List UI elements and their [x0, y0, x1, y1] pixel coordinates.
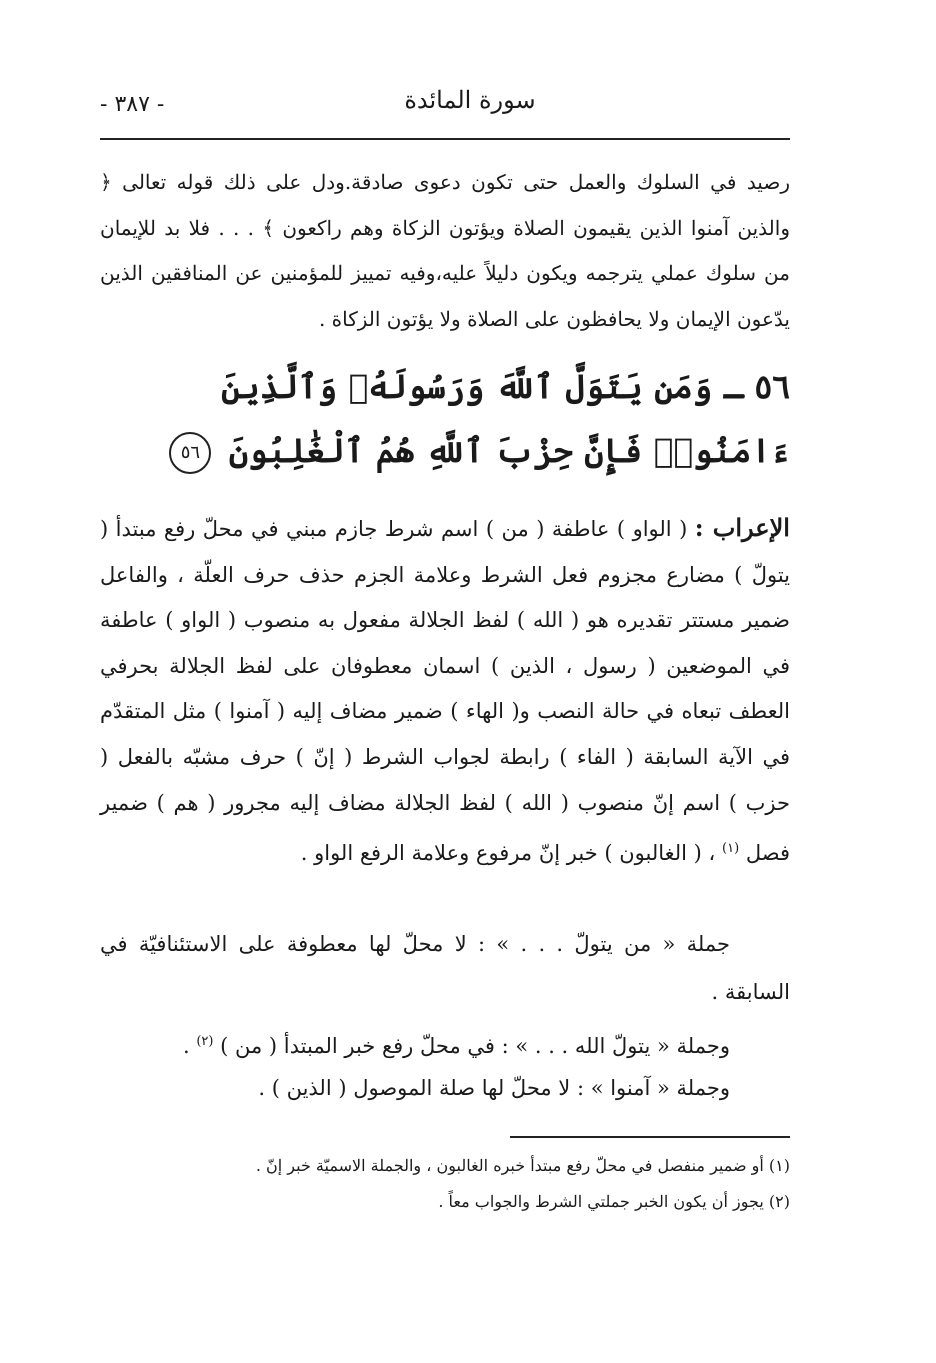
intro-text: رصيد في السلوك والعمل حتى تكون دعوى صادقة.ودل على ذلك قوله تعالى ﴿ والذين آمنوا الذين يقيمون الصلاة ويؤتون الزكاة وهم راكعون ﴾ . . . فلا بد للإيمان من سلوك عملي يترجمه ويكون دليلاً عليه،وفيه تمييز للمؤمنين عن المنافقين الذين يدّعون الإيمان ولا يحافظون على الصلاة ولا يؤتون الزكاة . — [100, 170, 790, 331]
sentence-2-text: وجملة « يتولّ الله . . . » : في محلّ رفع خبر المبتدأ ( من ) — [220, 1034, 730, 1058]
sentence-analysis-2 — [100, 1020, 730, 1068]
chapter-title: سورة المائدة — [404, 86, 536, 114]
page-header — [100, 84, 790, 134]
irab-paragraph — [100, 505, 790, 877]
irab-label: الإعراب : — [694, 513, 790, 542]
footnote-ref-1: (١) — [722, 841, 740, 857]
sentence-analysis-3: وجملة « آمنوا » : لا محلّ لها صلة الموصول ( الذين ) . — [258, 1076, 730, 1100]
header-divider — [100, 138, 790, 140]
footnote-2: (٢) يجوز أن يكون الخبر جملتي الشرط والجواب معاً . — [438, 1192, 790, 1211]
verse-number: ٥٦ ـ — [723, 367, 790, 406]
irab-text-end: ، ( الغالبون ) خبر إنّ مرفوع وعلامة الرفع الواو . — [300, 841, 716, 866]
sentence-2-end: . — [182, 1034, 190, 1058]
footnotes — [100, 1148, 790, 1220]
sentence-analysis-1: جملة « من يتولّ . . . » : لا محلّ لها معطوفة على الاستئنافيّة في السابقة . — [100, 932, 790, 1004]
quran-verse — [100, 355, 790, 483]
intro-paragraph — [100, 160, 790, 342]
footnote-1: (١) أو ضمير منفصل في محلّ رفع مبتدأ خبره الغالبون ، والجملة الاسميّة خبر إنّ . — [255, 1156, 790, 1175]
footnote-divider — [510, 1136, 790, 1138]
page-number: - ٣٨٧ - — [100, 92, 165, 117]
verse-end-marker: ٥٦ — [169, 432, 211, 474]
irab-text: ( الواو ) عاطفة ( من ) اسم شرط جازم مبني في محلّ رفع مبتدأ ( يتولّ ) مضارع مجزوم فعل الشرط وعلامة الجزم حذف حرف العلّة ، والفاعل ضمير مستتر تقديره هو ( الله ) لفظ الجلالة مفعول به منصوب ( الواو ) عاطفة في الموضعين ( رسول ، الذين ) اسمان معطوفان على لفظ الجلالة بحرفي العطف تبعاه في حالة النصب و( الهاء ) ضمير مضاف إليه ( آمنوا ) مثل المتقدّم في الآية السابقة ( الفاء ) رابطة لجواب الشرط ( إنّ ) حرف مشبّه بالفعل ( حزب ) اسم إنّ منصوب ( الله ) لفظ الجلالة مضاف إليه مجرور ( هم ) ضمير فصل — [100, 517, 790, 866]
footnote-ref-2: (٢) — [196, 1034, 214, 1049]
verse-text: وَمَن يَتَوَلَّ ٱللَّهَ وَرَسُولَهُۥ وَٱلَّذِينَ ءَامَنُوا۟ فَإِنَّ حِزْبَ ٱللَّهِ هُمُ ٱلْغَٰلِبُونَ — [221, 367, 790, 470]
